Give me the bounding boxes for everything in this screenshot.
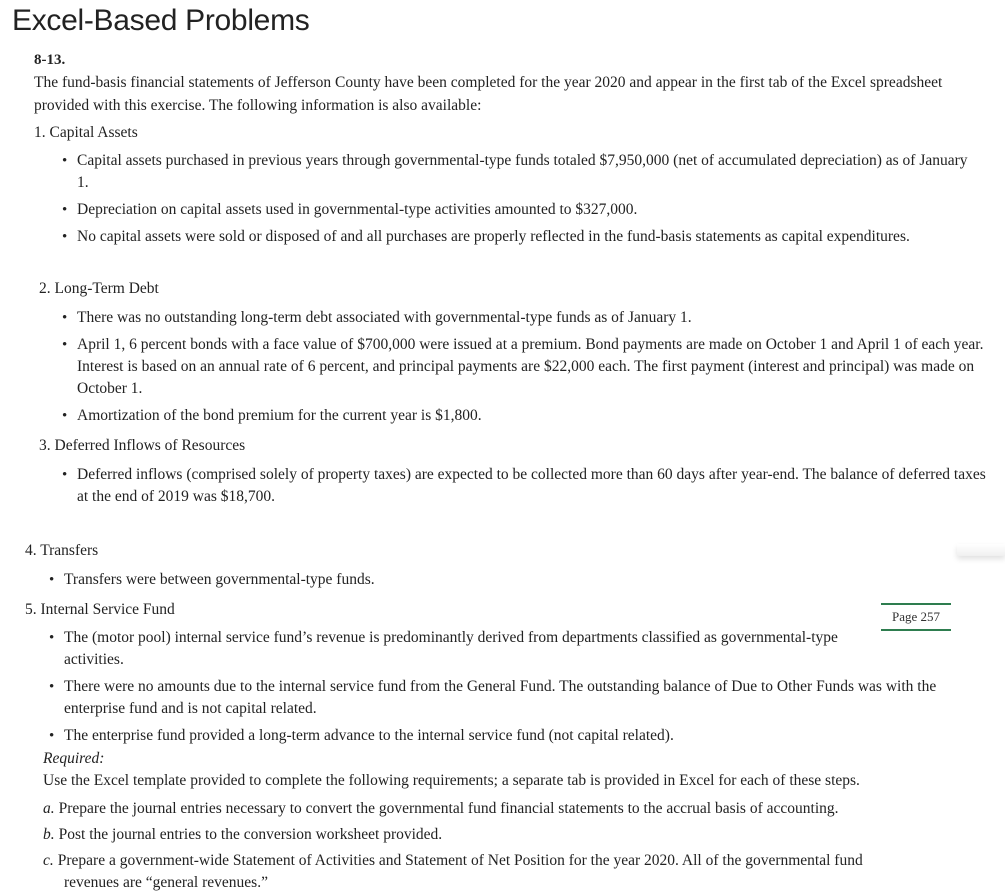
internal-service-fund-list xyxy=(49,627,954,747)
page-number-marker: Page 257 xyxy=(881,603,951,631)
capital-assets-list xyxy=(62,150,982,248)
list-item: • Capital assets purchased in previous years through governmental-type funds totaled $7,950,000 (net of accumulated depreciation) as of January 1. xyxy=(62,152,968,191)
requirement-c: c. Prepare a government-wide Statement of Activities and Statement of Net Position for the year 2020. All of the governmental fund revenues are “general revenues.” xyxy=(43,852,863,891)
requirement-a: a. Prepare the journal entries necessary to convert the governmental fund financial statements to the accrual basis of accounting. xyxy=(43,800,839,817)
section-title-internal-service-fund: 5. Internal Service Fund xyxy=(25,601,175,618)
requirement-letter: a. xyxy=(43,800,55,817)
problem-number: 8-13. xyxy=(34,52,66,68)
bullet-icon: • xyxy=(62,153,68,169)
bullet-icon: • xyxy=(49,728,55,744)
list-item: • No capital assets were sold or disposed of and all purchases are properly reflected in the fund-basis statements as capital expenditures. xyxy=(77,226,982,248)
list-item: • There were no amounts due to the internal service fund from the General Fund. The outstanding balance of Due to Other Funds was with the enterprise fund and is not capital related. xyxy=(49,678,937,717)
problem-intro: The fund-basis financial statements of Jefferson County have been completed for the year 2020 and appear in the first tab of the Excel spreadsheet provided with this exercise. The following information is also available: xyxy=(34,74,943,114)
bullet-icon: • xyxy=(62,467,68,483)
bullet-icon: • xyxy=(62,337,68,353)
bullet-icon: • xyxy=(49,679,55,695)
list-item: • Deferred inflows (comprised solely of property taxes) are expected to be collected more than 60 days after year-end. The balance of deferred taxes at the end of 2019 was $18,700. xyxy=(62,466,986,505)
requirement-letter: b. xyxy=(43,826,55,843)
list-item: • April 1, 6 percent bonds with a face value of $700,000 were issued at a premium. Bond payments are made on October 1 and April 1 of each year. Interest is based on an annual rate of 6 percent, and principal payments are $22,000 each. The first payment (interest and principal) was made on October 1. xyxy=(62,336,984,397)
bullet-icon: • xyxy=(62,408,68,424)
bullet-icon: • xyxy=(49,572,55,588)
long-term-debt-list xyxy=(62,307,987,427)
bullet-icon: • xyxy=(62,310,68,326)
required-text: Use the Excel template provided to complete the following requirements; a separate tab is provided in Excel for each of these steps. xyxy=(43,772,860,789)
transfers-list xyxy=(49,569,964,591)
required-label: Required: xyxy=(43,750,105,767)
section-title-long-term-debt: 2. Long-Term Debt xyxy=(39,280,159,297)
section-title-transfers: 4. Transfers xyxy=(25,542,99,559)
requirement-letter: c. xyxy=(43,852,54,869)
list-item: • The enterprise fund provided a long-term advance to the internal service fund (not capital related). xyxy=(64,725,954,747)
page-edge-shadow xyxy=(957,544,1005,556)
section-title-deferred-inflows: 3. Deferred Inflows of Resources xyxy=(39,437,246,454)
page-heading: Excel-Based Problems xyxy=(12,4,310,37)
bullet-icon: • xyxy=(62,202,68,218)
list-item: • There was no outstanding long-term debt associated with governmental-type funds as of January 1. xyxy=(77,307,987,329)
list-item: • Amortization of the bond premium for the current year is $1,800. xyxy=(77,405,987,427)
list-item: • Depreciation on capital assets used in governmental-type activities amounted to $327,000. xyxy=(77,199,982,221)
bullet-icon: • xyxy=(49,630,55,646)
requirement-b: b. Post the journal entries to the conversion worksheet provided. xyxy=(43,826,443,843)
list-item: • Transfers were between governmental-type funds. xyxy=(64,569,964,591)
list-item: • The (motor pool) internal service fund’s revenue is predominantly derived from departments classified as governmental-type activities. xyxy=(49,629,838,668)
bullet-icon: • xyxy=(62,229,68,245)
deferred-inflows-list xyxy=(62,464,989,508)
section-title-capital-assets: 1. Capital Assets xyxy=(34,124,138,141)
